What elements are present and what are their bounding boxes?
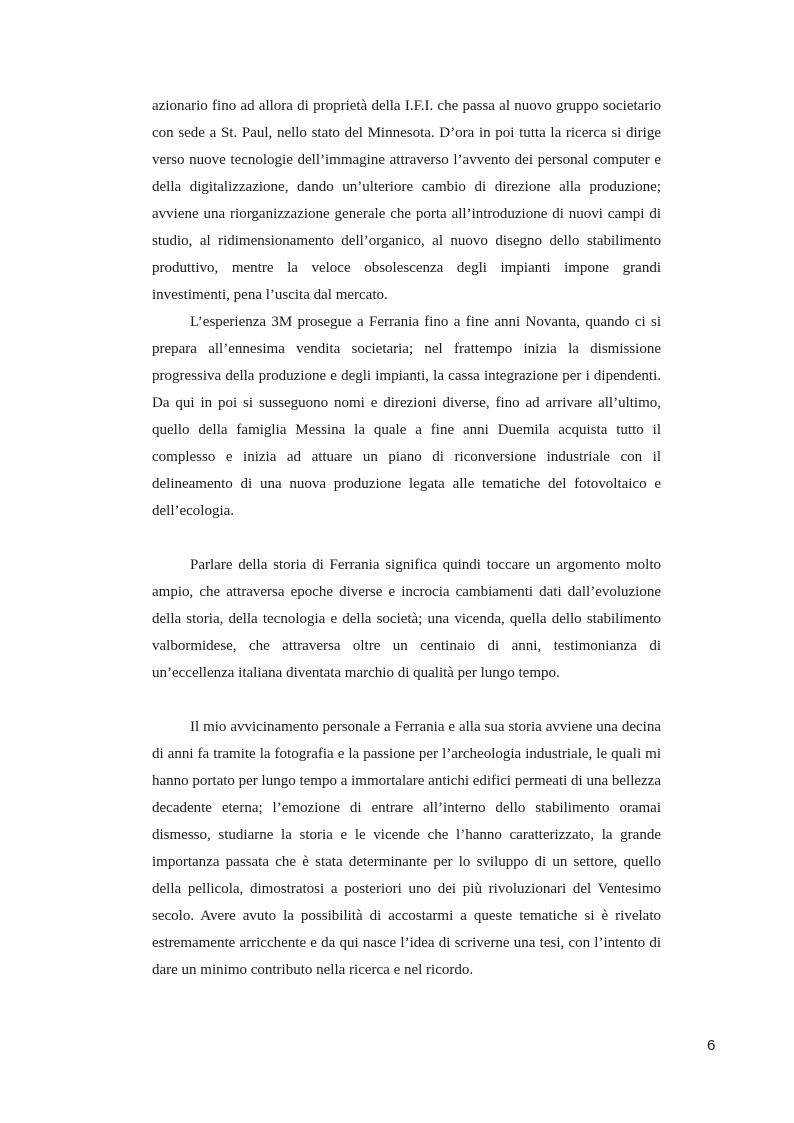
paragraph-continuation: azionario fino ad allora di proprietà della I.F.I. che passa al nuovo gruppo societario con sede a St. Paul, nello stato del Minnesota. D’ora in poi tutta la ricerca si dirige verso nuove tecnologie dell’immagine attraverso l’avvento dei personal computer e della digitalizzazione, dando un’ulteriore cambio di direzione alla produzione; avviene una riorganizzazione generale che porta all’introduzione di nuovi campi di studio, al ridimensionamento dell’organico, al nuovo disegno dello stabilimento produttivo, mentre la veloce obsolescenza degli impianti impone grandi investimenti, pena l’uscita dal mercato. [152, 98, 661, 303]
paragraph-personal-approach: Il mio avvicinamento personale a Ferrania e alla sua storia avviene una decina di anni fa tramite la fotografia e la passione per l’archeologia industriale, le quali mi hanno portato per lungo tempo a immortalare antichi edifici permeati di una bellezza decadente eterna; l’emozione di entrare all’interno dello stabilimento oramai dismesso, studiarne la storia e le vicende che l’hanno caratterizzato, la grande importanza passata che è stata determinante per lo sviluppo di un settore, quello della pellicola, dimostratosi a posteriori uno dei più rivoluzionari del Ventesimo secolo. Avere avuto la possibilità di accostarmi a queste tematiche si è rivelato estremamente arricchente e da qui nasce l’idea di scriverne una tesi, con l’intento di dare un minimo contributo nella ricerca e nel ricordo. [152, 719, 661, 978]
page-number: 6 [707, 1037, 716, 1054]
body-text [152, 93, 661, 984]
paragraph-ferrania-history: Parlare della storia di Ferrania significa quindi toccare un argomento molto ampio, che attraversa epoche diverse e incrocia cambiamenti dati dall’evoluzione della storia, della tecnologia e della società; una vicenda, quella dello stabilimento valbormidese, che attraversa oltre un centinaio di anni, testimonianza di un’eccellenza italiana diventata marchio di qualità per lungo tempo. [152, 557, 661, 681]
paragraph-3m-experience: L’esperienza 3M prosegue a Ferrania fino a fine anni Novanta, quando ci si prepara all’ennesima vendita societaria; nel frattempo inizia la dismissione progressiva della produzione e degli impianti, la cassa integrazione per i dipendenti. Da qui in poi si susseguono nomi e direzioni diverse, fino ad arrivare all’ultimo, quello della famiglia Messina la quale a fine anni Duemila acquista tutto il complesso e inizia ad attuare un piano di riconversione industriale con il delineamento di una nuova produzione legata alle tematiche del fotovoltaico e dell’ecologia. [152, 314, 661, 519]
